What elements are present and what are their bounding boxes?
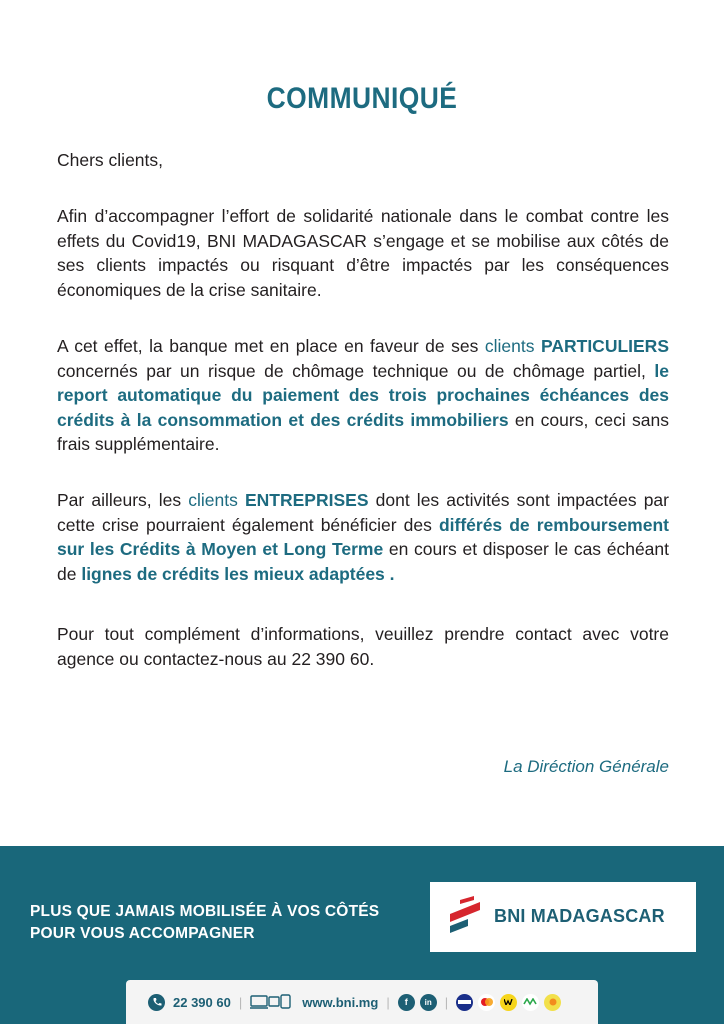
footer-phone[interactable]: 22 390 60 (173, 994, 231, 1010)
p3-highlight-lignes: lignes de crédits les mieux adaptées (81, 563, 385, 584)
greeting: Chers clients, (57, 150, 164, 170)
divider: | (444, 994, 449, 1010)
p3-highlight-clients: clients (188, 490, 245, 510)
western-union-icon (500, 994, 517, 1011)
divider: | (238, 994, 243, 1010)
p2-highlight-particuliers: PARTICULIERS (540, 336, 669, 356)
phone-icon (148, 994, 165, 1011)
bni-logo-mark-icon (448, 896, 484, 938)
devices-icon (250, 994, 292, 1010)
orange-money-icon (544, 994, 561, 1011)
visa-icon (456, 994, 473, 1011)
slogan-line-1: PLUS QUE JAMAIS MOBILISÉE À VOS CÔTÉS (30, 903, 380, 920)
p2-text-c: concernés par un risque de chômage technique ou de chômage partiel, (57, 360, 655, 381)
footer-website[interactable]: www.bni.mg (302, 994, 379, 1010)
paragraph-intro: Afin d’accompagner l’effort de solidarité nationale dans le combat contre les effets du Covid19, BNI MADAGASCAR s’engage et se mobilise aux côtés de ses clients impactés ou risquant d’être impactés par les conséquences économiques de la crise sanitaire. (57, 206, 669, 300)
p3-text-a: Par ailleurs, les (57, 490, 189, 510)
signature: La Diréction Générale (503, 757, 669, 776)
linkedin-icon[interactable]: in (420, 994, 437, 1011)
slogan-line-2: POUR VOUS ACCOMPAGNER (30, 925, 255, 942)
contact-bar (126, 980, 598, 1024)
p3-text-e: en cours et disposer le cas échéant de (57, 539, 669, 584)
paragraph-entreprises (57, 488, 669, 586)
p3-highlight-differes: différés de remboursement sur les Crédits à Moyen et Long Terme (57, 514, 669, 559)
p3-highlight-entreprises: ENTREPRISES (245, 490, 369, 510)
p2-text-e: en cours, ceci sans frais supplémentaire. (57, 409, 669, 454)
p2-highlight-report: le report automatique du paiement des trois prochaines échéances des crédits à la consommation et des crédits immobiliers (57, 360, 669, 430)
p3-text-g: . (384, 563, 395, 584)
p3-text-c: dont les activités sont impactées par cette crise pourraient également bénéficier des (57, 490, 669, 535)
mastercard-icon (478, 994, 495, 1011)
bni-logo-text: BNI MADAGASCAR (494, 906, 665, 926)
divider: | (386, 994, 390, 1010)
paragraph-contact: Pour tout complément d’informations, veuillez prendre contact avec votre agence ou contactez-nous au 22 390 60. (57, 624, 669, 669)
footer-banner (0, 846, 724, 1024)
p2-highlight-clients: clients (484, 336, 541, 356)
mvola-icon (522, 994, 539, 1011)
bni-logo (430, 882, 696, 952)
page-title: COMMUNIQUÉ (266, 82, 458, 115)
p2-text-a: A cet effet, la banque met en place en faveur de ses (57, 336, 485, 356)
facebook-icon[interactable]: f (398, 994, 415, 1011)
paragraph-particuliers (57, 334, 669, 457)
footer-slogan (30, 901, 410, 945)
